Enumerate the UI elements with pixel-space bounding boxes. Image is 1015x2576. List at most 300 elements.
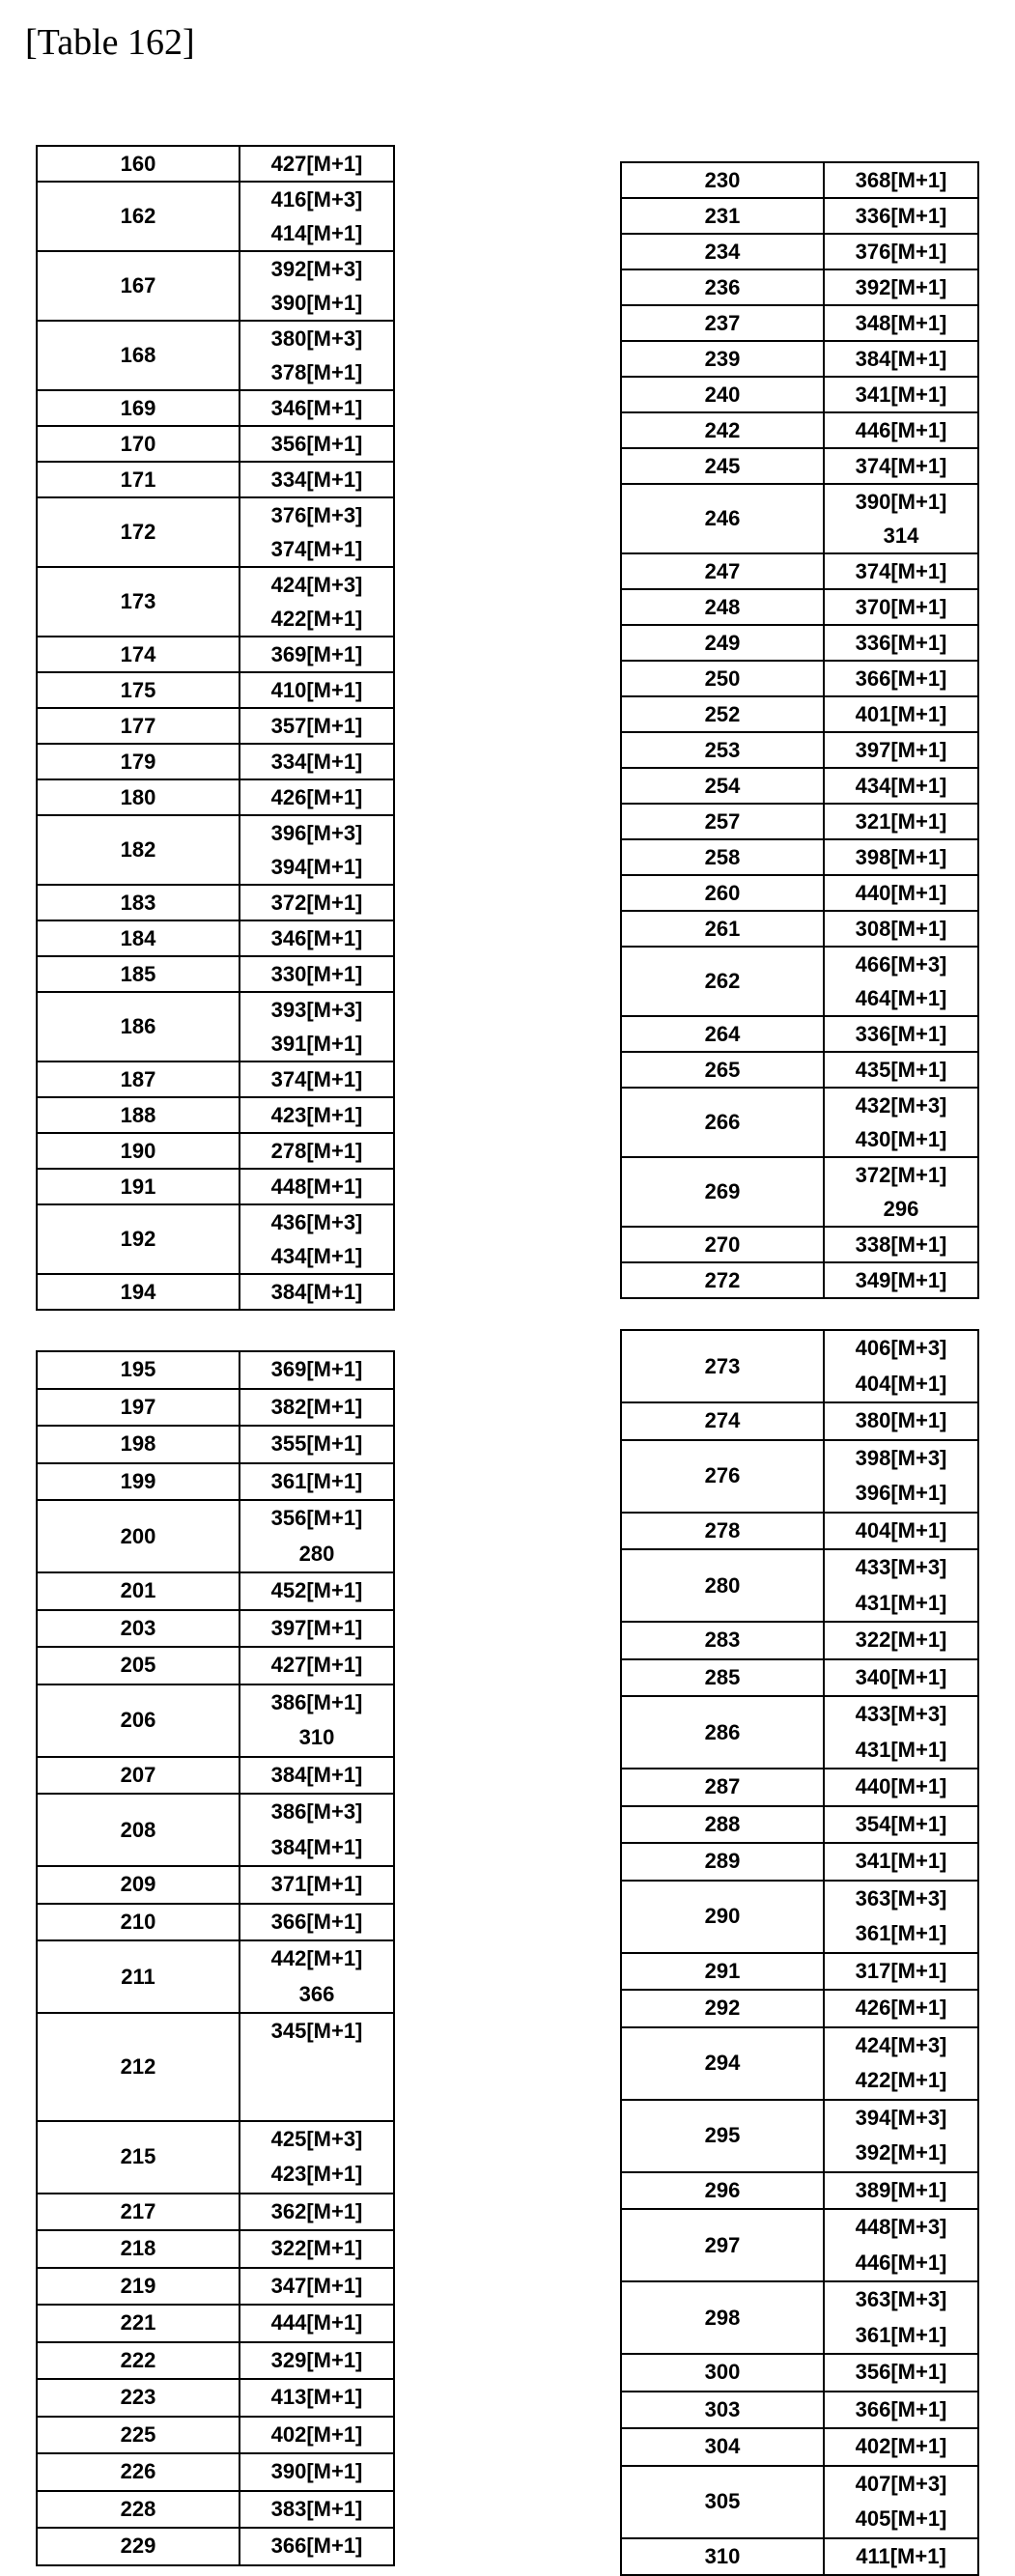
table-row (37, 1133, 394, 1169)
ms-value: 423[M+1] (240, 1098, 393, 1132)
ms-value: 329[M+1] (240, 2343, 393, 2379)
compound-number: 246 (621, 484, 824, 553)
ms-value: 433[M+3] (825, 1550, 977, 1586)
ms-value: 401[M+1] (825, 697, 977, 731)
ms-value: 425[M+3] (240, 2122, 393, 2158)
compound-number: 272 (621, 1262, 824, 1298)
ms-value-cell (240, 251, 394, 321)
data-table-2 (620, 161, 979, 1299)
compound-number: 274 (621, 1402, 824, 1440)
ms-value: 434[M+1] (240, 1239, 393, 1273)
table-row (37, 2379, 394, 2417)
ms-value: 433[M+3] (825, 1697, 977, 1733)
ms-value: 382[M+1] (240, 1390, 393, 1426)
ms-value: 386[M+3] (240, 1795, 393, 1830)
table-row (621, 198, 978, 234)
table-row (37, 779, 394, 815)
table-row (621, 1843, 978, 1881)
compound-number: 173 (37, 567, 240, 637)
compound-number: 287 (621, 1769, 824, 1806)
table-row (621, 553, 978, 589)
ms-value-cell (824, 947, 978, 1016)
ms-value-cell (824, 1088, 978, 1157)
table-row (621, 911, 978, 947)
ms-value-cell (240, 1426, 394, 1463)
ms-value: 376[M+3] (240, 498, 393, 532)
ms-value: 448[M+1] (240, 1170, 393, 1203)
table-row (621, 1052, 978, 1088)
table-row (621, 2428, 978, 2466)
ms-value-cell (824, 1806, 978, 1844)
ms-value: 390[M+1] (240, 286, 393, 320)
compound-number: 168 (37, 321, 240, 390)
ms-value-cell (824, 2172, 978, 2210)
compound-number: 234 (621, 234, 824, 269)
compound-number: 230 (621, 162, 824, 198)
ms-value: 374[M+1] (825, 554, 977, 588)
compound-number: 218 (37, 2230, 240, 2268)
ms-value-cell (824, 162, 978, 198)
compound-number: 174 (37, 637, 240, 672)
compound-number: 211 (37, 1940, 240, 2013)
compound-number: 305 (621, 2466, 824, 2538)
ms-value: 406[M+3] (825, 1331, 977, 1367)
compound-number: 254 (621, 768, 824, 804)
table-row (621, 589, 978, 625)
ms-value: 424[M+3] (825, 2028, 977, 2064)
table-row (621, 1513, 978, 1550)
ms-value: 392[M+3] (240, 252, 393, 286)
ms-value: 356[M+1] (240, 427, 393, 461)
compound-number: 248 (621, 589, 824, 625)
ms-value: 310 (240, 1720, 393, 1756)
table-row (37, 1062, 394, 1097)
ms-value-cell (240, 2379, 394, 2417)
ms-value-cell (240, 2528, 394, 2565)
table-row (621, 2466, 978, 2538)
data-table-1 (36, 145, 395, 1311)
table-row (621, 1330, 978, 1402)
ms-value: 384[M+1] (240, 1275, 393, 1309)
ms-value: 348[M+1] (825, 306, 977, 340)
ms-value-cell (240, 1204, 394, 1274)
ms-value-cell (240, 744, 394, 779)
table-row (37, 885, 394, 920)
compound-number: 206 (37, 1684, 240, 1757)
table-row (37, 426, 394, 462)
ms-value: 396[M+1] (825, 1476, 977, 1512)
compound-number: 298 (621, 2281, 824, 2354)
ms-value: 322[M+1] (240, 2231, 393, 2267)
table-row (37, 1904, 394, 1941)
table-row (621, 875, 978, 911)
compound-number: 192 (37, 1204, 240, 1274)
table-row (621, 2354, 978, 2392)
ms-value: 361[M+1] (240, 1464, 393, 1500)
compound-number: 245 (621, 448, 824, 484)
ms-value: 380[M+1] (825, 1403, 977, 1439)
data-table-3 (36, 1350, 395, 2566)
ms-value-cell (240, 2342, 394, 2380)
ms-value-cell (824, 911, 978, 947)
ms-value-cell (824, 1549, 978, 1622)
ms-value: 444[M+1] (240, 2306, 393, 2341)
ms-value-cell (240, 2268, 394, 2306)
ms-value: 380[M+3] (240, 322, 393, 355)
table-row (621, 661, 978, 696)
table-row (37, 1463, 394, 1501)
ms-value-cell (240, 992, 394, 1062)
table-row (37, 1866, 394, 1904)
ms-value: 390[M+1] (825, 485, 977, 519)
compound-number: 209 (37, 1866, 240, 1904)
ms-value-cell (240, 426, 394, 462)
table-row (37, 462, 394, 497)
table-row (621, 269, 978, 305)
compound-number: 289 (621, 1843, 824, 1881)
table-row (37, 1389, 394, 1427)
ms-value-cell (824, 768, 978, 804)
ms-value: 405[M+1] (825, 2502, 977, 2537)
ms-value-cell (824, 2209, 978, 2281)
ms-value-cell (824, 341, 978, 377)
table-row (621, 1953, 978, 1991)
ms-value: 366[M+1] (825, 662, 977, 695)
table-row (621, 2281, 978, 2354)
compound-number: 198 (37, 1426, 240, 1463)
table-row (37, 2491, 394, 2529)
ms-value: 384[M+1] (240, 1830, 393, 1866)
ms-value-cell (240, 1274, 394, 1310)
table-row (37, 1097, 394, 1133)
compound-number: 184 (37, 920, 240, 956)
table-row (621, 1262, 978, 1298)
ms-value-cell (240, 390, 394, 426)
ms-value-cell (240, 2121, 394, 2194)
table-row (621, 341, 978, 377)
table-row (621, 732, 978, 768)
compound-number: 258 (621, 839, 824, 875)
ms-value: 371[M+1] (240, 1867, 393, 1903)
ms-value-cell (240, 1940, 394, 2013)
compound-number: 270 (621, 1227, 824, 1262)
compound-number: 240 (621, 377, 824, 412)
ms-value: 363[M+3] (825, 1882, 977, 1917)
table-row (621, 768, 978, 804)
ms-value: 414[M+1] (240, 216, 393, 250)
compound-number: 283 (621, 1622, 824, 1659)
ms-value: 384[M+1] (825, 342, 977, 376)
compound-number: 172 (37, 497, 240, 567)
table-row (621, 804, 978, 839)
ms-value: 397[M+1] (825, 733, 977, 767)
table-row (37, 1274, 394, 1310)
table-row (37, 2121, 394, 2194)
ms-value-cell (824, 2392, 978, 2429)
compound-number: 304 (621, 2428, 824, 2466)
ms-value-cell (240, 1500, 394, 1572)
ms-value: 317[M+1] (825, 1954, 977, 1990)
ms-value-cell (824, 377, 978, 412)
ms-value-cell (824, 1402, 978, 1440)
compound-number: 295 (621, 2100, 824, 2172)
ms-value-cell (824, 1953, 978, 1991)
table-row (621, 1659, 978, 1697)
ms-value: 396[M+3] (240, 816, 393, 850)
ms-value: 431[M+1] (825, 1586, 977, 1622)
compound-number: 186 (37, 992, 240, 1062)
ms-value-cell (824, 1659, 978, 1697)
table-row (621, 2209, 978, 2281)
compound-number: 160 (37, 146, 240, 182)
ms-value-cell (240, 885, 394, 920)
ms-value-cell (824, 2428, 978, 2466)
ms-value-cell (824, 1622, 978, 1659)
ms-value: 442[M+1] (240, 1941, 393, 1977)
compound-number: 297 (621, 2209, 824, 2281)
ms-value: 431[M+1] (825, 1733, 977, 1769)
compound-number: 180 (37, 779, 240, 815)
table-row (37, 1647, 394, 1684)
compound-number: 175 (37, 672, 240, 708)
table-row (37, 637, 394, 672)
ms-value: 413[M+1] (240, 2380, 393, 2416)
ms-value-cell (824, 625, 978, 661)
table-row (621, 1696, 978, 1769)
ms-value: 384[M+1] (240, 1758, 393, 1794)
table-row (37, 2268, 394, 2306)
ms-value: 374[M+1] (240, 532, 393, 566)
compound-number: 303 (621, 2392, 824, 2429)
table-row (37, 1757, 394, 1795)
table-row (621, 2027, 978, 2100)
ms-value-cell (240, 1463, 394, 1501)
compound-number: 239 (621, 341, 824, 377)
table-row (37, 2013, 394, 2121)
compound-number: 187 (37, 1062, 240, 1097)
ms-value-cell (824, 589, 978, 625)
ms-value: 416[M+3] (240, 183, 393, 216)
ms-value-cell (824, 661, 978, 696)
ms-value: 402[M+1] (825, 2429, 977, 2465)
ms-value-cell (824, 732, 978, 768)
table-row (37, 920, 394, 956)
ms-value-cell (824, 1769, 978, 1806)
ms-value-cell (824, 448, 978, 484)
ms-value-cell (240, 2013, 394, 2121)
ms-value: 363[M+3] (825, 2282, 977, 2318)
compound-number: 280 (621, 1549, 824, 1622)
ms-value-cell (824, 412, 978, 448)
compound-number: 290 (621, 1881, 824, 1953)
compound-number: 208 (37, 1794, 240, 1866)
compound-number: 199 (37, 1463, 240, 1501)
ms-value-cell (824, 1052, 978, 1088)
ms-value: 322[M+1] (825, 1623, 977, 1658)
compound-number: 167 (37, 251, 240, 321)
compound-number: 262 (621, 947, 824, 1016)
table-row (37, 2194, 394, 2231)
table-row (621, 839, 978, 875)
table-row (621, 1622, 978, 1659)
compound-number: 236 (621, 269, 824, 305)
table-row (37, 321, 394, 390)
compound-number: 205 (37, 1647, 240, 1684)
compound-number: 201 (37, 1572, 240, 1610)
ms-value: 436[M+3] (240, 1205, 393, 1239)
table-row (621, 1088, 978, 1157)
compound-number: 266 (621, 1088, 824, 1157)
compound-number: 292 (621, 1990, 824, 2027)
ms-value-cell (240, 956, 394, 992)
ms-value-cell (240, 1133, 394, 1169)
ms-value: 336[M+1] (825, 199, 977, 233)
compound-number: 242 (621, 412, 824, 448)
compound-number: 188 (37, 1097, 240, 1133)
ms-value: 404[M+1] (825, 1367, 977, 1402)
compound-number: 264 (621, 1016, 824, 1052)
ms-value: 356[M+1] (825, 2355, 977, 2391)
ms-value: 296 (825, 1192, 977, 1226)
compound-number: 250 (621, 661, 824, 696)
ms-value: 424[M+3] (240, 568, 393, 602)
compound-number: 179 (37, 744, 240, 779)
table-title: [Table 162] (25, 21, 195, 64)
ms-value-cell (240, 1647, 394, 1684)
ms-value: 378[M+1] (240, 355, 393, 389)
compound-number: 253 (621, 732, 824, 768)
compound-number: 260 (621, 875, 824, 911)
compound-number: 197 (37, 1389, 240, 1427)
ms-value: 345[M+1] (240, 2014, 393, 2050)
ms-value: 357[M+1] (240, 709, 393, 743)
compound-number: 247 (621, 553, 824, 589)
ms-value: 446[M+1] (825, 2246, 977, 2281)
table-row (621, 1769, 978, 1806)
ms-value: 366 (240, 1977, 393, 2013)
ms-value-cell (824, 2100, 978, 2172)
ms-value: 366[M+1] (825, 2392, 977, 2428)
table-row (37, 956, 394, 992)
ms-value: 372[M+1] (240, 886, 393, 920)
table-row (621, 1227, 978, 1262)
table-row (37, 2528, 394, 2565)
ms-value-cell (240, 1904, 394, 1941)
ms-value-cell (240, 2491, 394, 2529)
compound-number: 203 (37, 1610, 240, 1648)
compound-number: 278 (621, 1513, 824, 1550)
ms-value: 427[M+1] (240, 147, 393, 181)
ms-value: 394[M+1] (240, 850, 393, 884)
ms-value-cell (240, 321, 394, 390)
ms-value-cell (240, 779, 394, 815)
ms-value-cell (240, 920, 394, 956)
ms-value: 411[M+1] (825, 2539, 977, 2575)
ms-value: 278[M+1] (240, 1134, 393, 1168)
ms-value: 434[M+1] (825, 769, 977, 803)
ms-value-cell (824, 305, 978, 341)
ms-value: 308[M+1] (825, 912, 977, 946)
ms-value-cell (240, 1572, 394, 1610)
ms-value: 398[M+3] (825, 1441, 977, 1477)
table-row (37, 2342, 394, 2380)
ms-value-cell (240, 815, 394, 885)
table-row (37, 390, 394, 426)
table-row (621, 1402, 978, 1440)
compound-number: 223 (37, 2379, 240, 2417)
ms-value-cell (240, 1610, 394, 1648)
compound-number: 249 (621, 625, 824, 661)
table-row (37, 2305, 394, 2342)
table-row (37, 1204, 394, 1274)
ms-value-cell (824, 875, 978, 911)
table-row (621, 2100, 978, 2172)
ms-value: 397[M+1] (240, 1611, 393, 1647)
ms-value: 362[M+1] (240, 2194, 393, 2230)
compound-number: 222 (37, 2342, 240, 2380)
ms-value-cell (824, 2354, 978, 2392)
ms-value: 389[M+1] (825, 2173, 977, 2209)
table-row (621, 162, 978, 198)
ms-value: 354[M+1] (825, 1807, 977, 1843)
ms-value: 334[M+1] (240, 463, 393, 496)
table-row (37, 1794, 394, 1866)
ms-value: 392[M+1] (825, 2136, 977, 2171)
table-row (621, 1016, 978, 1052)
compound-number: 169 (37, 390, 240, 426)
table-row (621, 377, 978, 412)
table-row (37, 146, 394, 182)
ms-value: 347[M+1] (240, 2269, 393, 2305)
compound-number: 310 (621, 2538, 824, 2576)
table-row (37, 1426, 394, 1463)
table-row (621, 1157, 978, 1227)
ms-value-cell (824, 1157, 978, 1227)
ms-value: 372[M+1] (825, 1158, 977, 1192)
ms-value: 376[M+1] (825, 235, 977, 269)
table-row (37, 1572, 394, 1610)
ms-value-cell (240, 2417, 394, 2454)
ms-value-cell (824, 804, 978, 839)
ms-value: 426[M+1] (240, 780, 393, 814)
compound-number: 229 (37, 2528, 240, 2565)
ms-value: 392[M+1] (825, 270, 977, 304)
compound-number: 291 (621, 1953, 824, 1991)
table-row (37, 251, 394, 321)
table-row (621, 1990, 978, 2027)
ms-value-cell (240, 1062, 394, 1097)
ms-value: 341[M+1] (825, 1844, 977, 1880)
ms-value-cell (824, 234, 978, 269)
compound-number: 219 (37, 2268, 240, 2306)
ms-value-cell (824, 1513, 978, 1550)
ms-value: 407[M+3] (825, 2467, 977, 2503)
table-row (621, 305, 978, 341)
compound-number: 185 (37, 956, 240, 992)
table-row (37, 2417, 394, 2454)
compound-number: 273 (621, 1330, 824, 1402)
ms-value-cell (824, 2027, 978, 2100)
ms-value-cell (240, 2230, 394, 2268)
ms-value-cell (824, 1227, 978, 1262)
ms-value-cell (824, 1990, 978, 2027)
ms-value: 452[M+1] (240, 1573, 393, 1609)
ms-value: 386[M+1] (240, 1685, 393, 1721)
ms-value-cell (824, 269, 978, 305)
ms-value-cell (240, 2453, 394, 2491)
ms-value: 341[M+1] (825, 378, 977, 411)
compound-number: 190 (37, 1133, 240, 1169)
